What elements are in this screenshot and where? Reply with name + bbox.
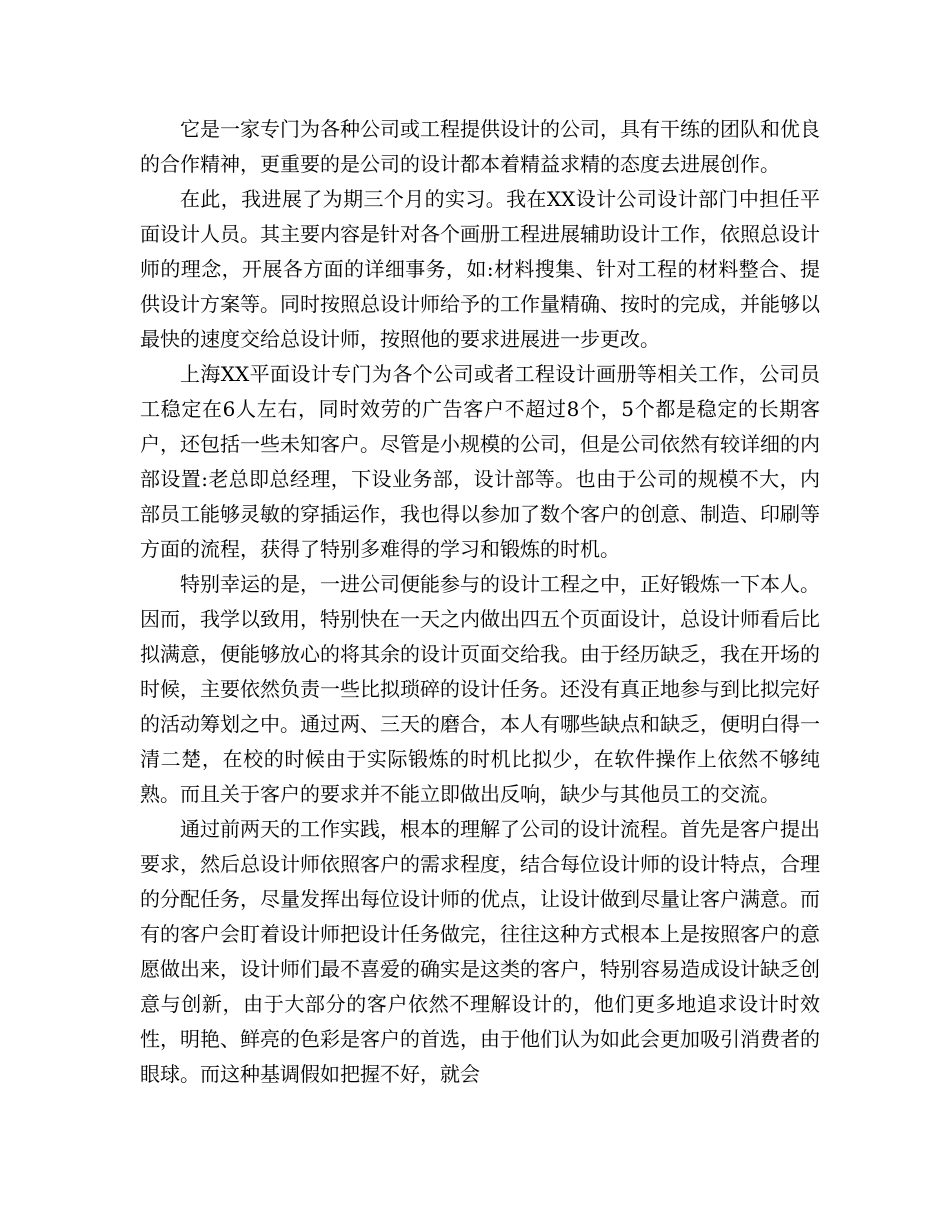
- paragraph-2: 在此，我进展了为期三个月的实习。我在XX设计公司设计部门中担任平面设计人员。其主要内容是针对各个画册工程进展辅助设计工作，依照总设计师的理念，开展各方面的详细事务，如:材料搜集、针对工程的材料整合、提供设计方案等。同时按照总设计师给予的工作量精确、按时的完成，并能够以最快的速度交给总设计师，按照他的要求进展进一步更改。: [140, 187, 820, 351]
- paragraph-1: 它是一家专门为各种公司或工程提供设计的公司，具有干练的团队和优良的合作精神，更重要的是公司的设计都本着精益求精的态度去进展创作。: [140, 117, 820, 176]
- paragraph-3: 上海XX平面设计专门为各个公司或者工程设计画册等相关工作，公司员工稳定在6人左右，同时效劳的广告客户不超过8个，5个都是稳定的长期客户，还包括一些未知客户。尽管是小规模的公司，但是公司依然有较详细的内部设置:老总即总经理，下设业务部，设计部等。也由于公司的规模不大，内部员工能够灵敏的穿插运作，我也得以参加了数个客户的创意、制造、印刷等方面的流程，获得了特别多难得的学习和锻炼的时机。: [140, 362, 820, 561]
- paragraph-4: 特别幸运的是，一进公司便能参与的设计工程之中，正好锻炼一下本人。因而，我学以致用，特别快在一天之内做出四五个页面设计，总设计师看后比拟满意，便能够放心的将其余的设计页面交给我。由于经历缺乏，我在开场的时候，主要依然负责一些比拟琐碎的设计任务。还没有真正地参与到比拟完好的活动筹划之中。通过两、三天的磨合，本人有哪些缺点和缺乏，便明白得一清二楚，在校的时候由于实际锻炼的时机比拟少，在软件操作上依然不够纯熟。而且关于客户的要求并不能立即做出反响，缺少与其他员工的交流。: [140, 572, 820, 806]
- paragraph-5: 通过前两天的工作实践，根本的理解了公司的设计流程。首先是客户提出要求，然后总设计师依照客户的需求程度，结合每位设计师的设计特点，合理的分配任务，尽量发挥出每位设计师的优点，让设计做到尽量让客户满意。而有的客户会盯着设计师把设计任务做完，往往这种方式根本上是按照客户的意愿做出来，设计师们最不喜爱的确实是这类的客户，特别容易造成设计缺乏创意与创新，由于大部分的客户依然不理解设计的，他们更多地追求设计时效性，明艳、鲜亮的色彩是客户的首选，由于他们认为如此会更加吸引消费者的眼球。而这种基调假如把握不好，就会: [140, 817, 820, 1086]
- document-body: [140, 112, 820, 1092]
